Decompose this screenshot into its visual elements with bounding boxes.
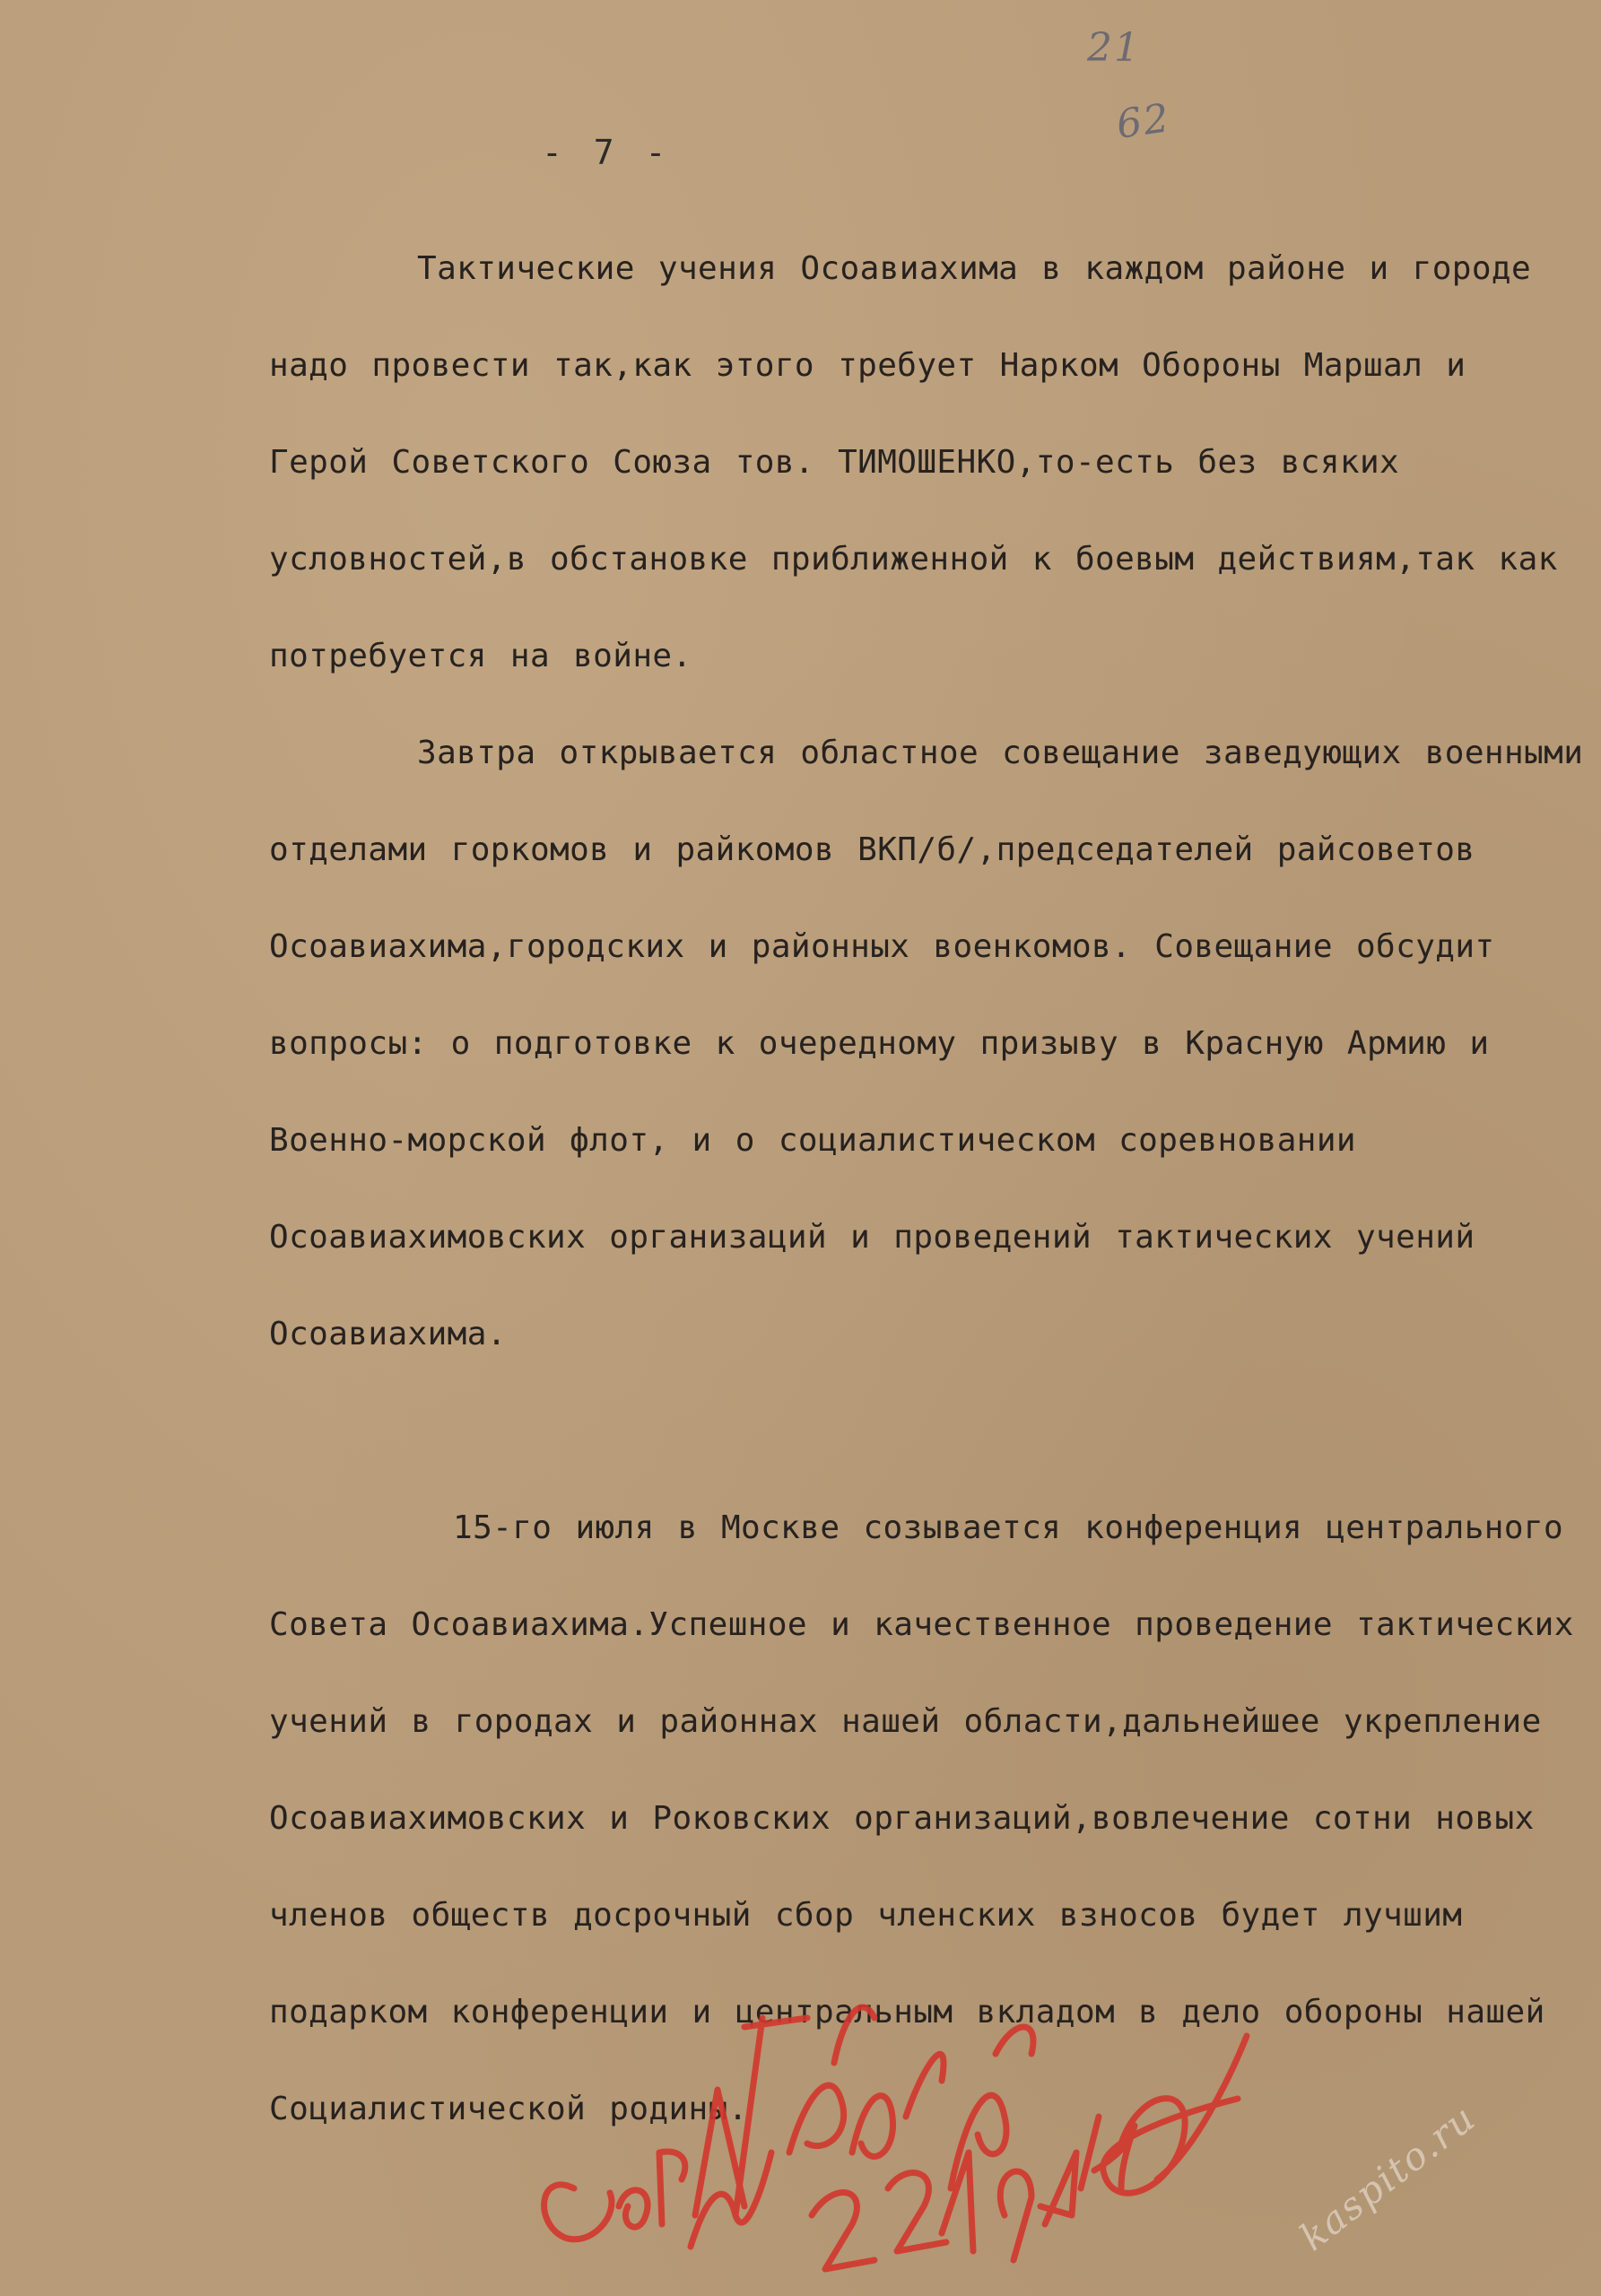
archive-folio-number-old: 62 <box>1113 95 1174 148</box>
website-watermark: kaspito.ru <box>1291 2095 1484 2259</box>
paragraph-tactical-exercises: Тактические учения Осоавиахима в каждом районе и городе надо провести так,как этого требует Нарком Обороны Маршал и Герой Советского Союза тов. ТИМОШЕНКО,то-есть без всяких условностей,в обстановке приближенной к боевым действиям,так как потребуется на войне. <box>269 250 1558 674</box>
paragraph-regional-meeting: Завтра открывается областное совещание заведующих военными отделами горкомов и райкомов ВКП/б/,председателей райсоветов Осоавиахима,городских и районных военкомов. Совещание обсудит вопросы: о подготовке к очередному призыву в Красную Армию и Военно-морской флот, и о социалистическом соревновании Осоавиахимовских организаций и проведений тактических учений Осоавиахима. <box>269 735 1584 1352</box>
paragraph-central-conference: 15-го июля в Москве созывается конференция центрального Совета Осоавиахима.Успешное и качественное проведение тактических учений в городах и районнах нашей области,дальнейшее укрепление Осоавиахимовских и Роковских организаций,вовлечение сотни новых членов обществ досрочный сбор членских взносов будет лучшим подарком конференции и центральным вкладом в дело обороны нашей Социалистической родины. <box>269 1509 1574 2127</box>
archive-folio-number: 21 <box>1087 25 1141 71</box>
page-number: - 7 - <box>542 133 672 172</box>
